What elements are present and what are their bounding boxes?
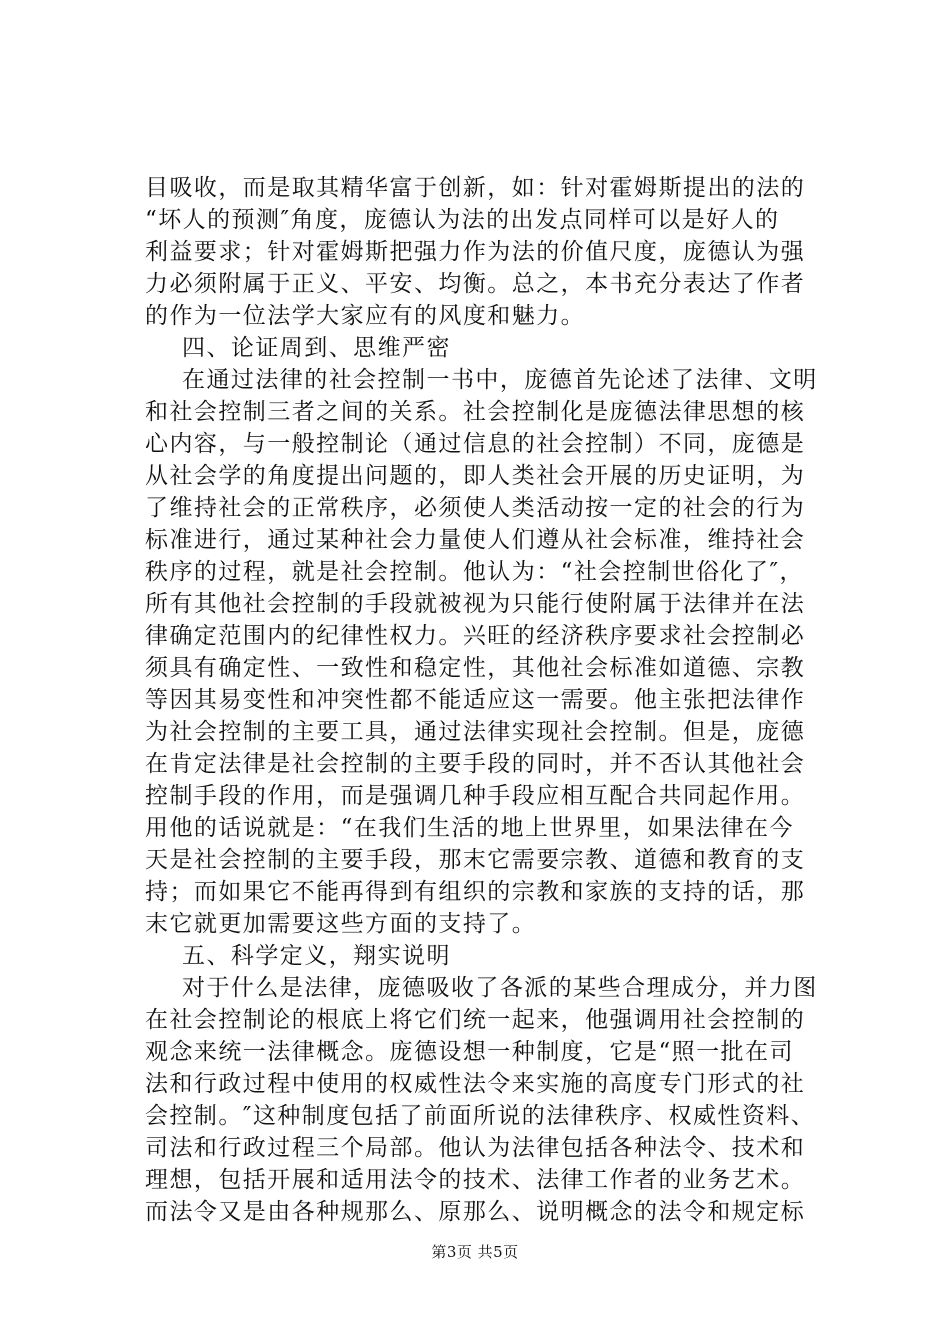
paragraph-line: 利益要求；针对霍姆斯把强力作为法的价值尺度，庞德认为强 [145, 239, 806, 265]
paragraph-line: 目吸收，而是取其精华富于创新，如：针对霍姆斯提出的法的 [145, 175, 806, 201]
paragraph-line: 天是社会控制的主要手段，那末它需要宗教、道德和教育的支 [145, 847, 806, 873]
section-heading: 五、科学定义，翔实说明 [182, 943, 451, 969]
paragraph-line: 等因其易变性和冲突性都不能适应这一需要。他主张把法律作 [145, 687, 806, 713]
paragraph-line: 理想，包括开展和适用法令的技术、法律工作者的业务艺术。 [145, 1167, 806, 1193]
paragraph-line: “坏人的预测″角度，庞德认为法的出发点同样可以是好人的 [145, 207, 780, 233]
paragraph-line: 而法令又是由各种规那么、原那么、说明概念的法令和规定标 [145, 1199, 806, 1225]
paragraph-line: 在社会控制论的根底上将它们统一起来，他强调用社会控制的 [145, 1007, 806, 1033]
paragraph-line: 所有其他社会控制的手段就被视为只能行使附属于法律并在法 [145, 591, 806, 617]
paragraph-line: 和社会控制三者之间的关系。社会控制化是庞德法律思想的核 [145, 399, 806, 425]
paragraph-line: 从社会学的角度提出问题的，即人类社会开展的历史证明，为 [145, 463, 806, 489]
section-heading: 四、论证周到、思维严密 [182, 335, 451, 361]
paragraph-line: 法和行政过程中使用的权威性法令来实施的高度专门形式的社 [145, 1071, 806, 1097]
paragraph-line: 的作为一位法学大家应有的风度和魅力。 [145, 303, 586, 329]
paragraph-line: 会控制。″这种制度包括了前面所说的法律秩序、权威性资料、 [145, 1103, 816, 1129]
body-text [145, 172, 845, 1228]
paragraph-line: 了维持社会的正常秩序，必须使人类活动按一定的社会的行为 [145, 495, 806, 521]
page-footer: 第3页 共5页 [431, 1243, 519, 1261]
paragraph-line: 为社会控制的主要工具，通过法律实现社会控制。但是，庞德 [145, 719, 806, 745]
paragraph-line: 力必须附属于正义、平安、均衡。总之，本书充分表达了作者 [145, 271, 806, 297]
paragraph-line: 司法和行政过程三个局部。他认为法律包括各种法令、技术和 [145, 1135, 806, 1161]
paragraph-line: 律确定范围内的纪律性权力。兴旺的经济秩序要求社会控制必 [145, 623, 806, 649]
paragraph-line: 用他的话说就是：“在我们生活的地上世界里，如果法律在今 [145, 815, 794, 841]
paragraph-line: 观念来统一法律概念。庞德设想一种制度，它是“照一批在司 [145, 1039, 794, 1065]
paragraph-line: 在肯定法律是社会控制的主要手段的同时，并不否认其他社会 [145, 751, 806, 777]
paragraph-line: 秩序的过程，就是社会控制。他认为：“社会控制世俗化了″， [145, 559, 804, 585]
paragraph-line: 持；而如果它不能再得到有组织的宗教和家族的支持的话，那 [145, 879, 806, 905]
paragraph-line: 末它就更加需要这些方面的支持了。 [145, 911, 537, 937]
paragraph-line: 标准进行，通过某种社会力量使人们遵从社会标准，维持社会 [145, 527, 806, 553]
paragraph-line: 控制手段的作用，而是强调几种手段应相互配合共同起作用。 [145, 783, 806, 809]
paragraph-line: 在通过法律的社会控制一书中，庞德首先论述了法律、文明 [182, 367, 818, 393]
paragraph-line: 对于什么是法律，庞德吸收了各派的某些合理成分，并力图 [182, 975, 818, 1001]
paragraph-line: 须具有确定性、一致性和稳定性，其他社会标准如道德、宗教 [145, 655, 806, 681]
paragraph-line: 心内容，与一般控制论（通过信息的社会控制）不同，庞德是 [145, 431, 806, 457]
